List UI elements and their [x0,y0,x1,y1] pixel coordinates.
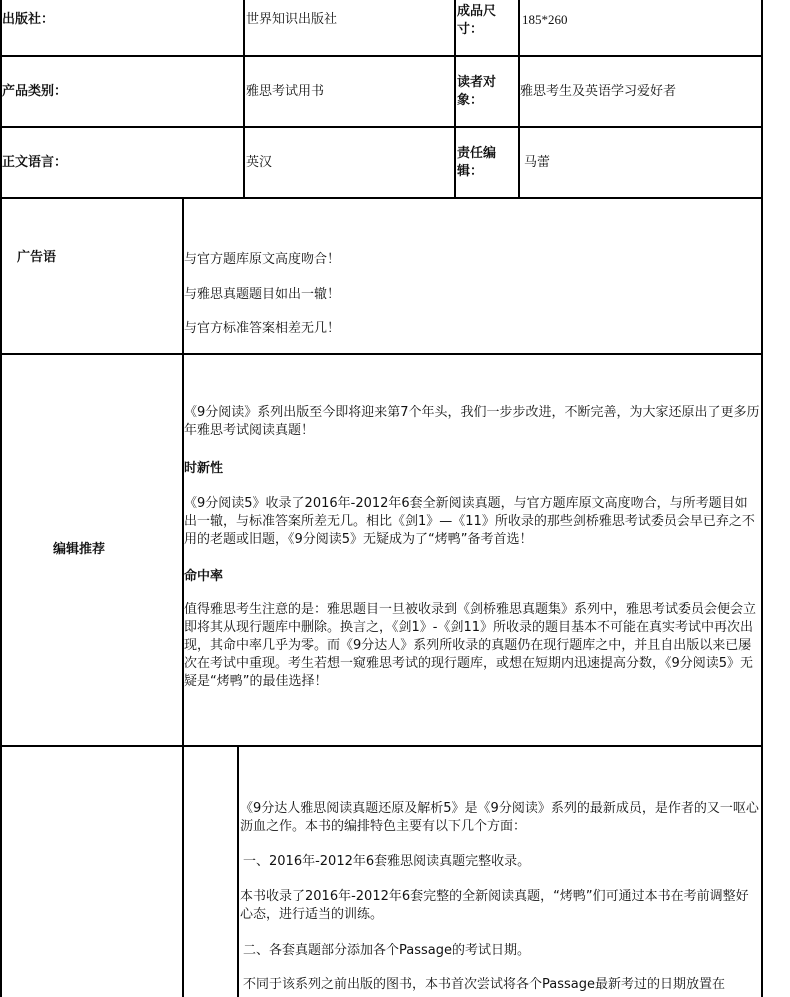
ad-line-2: 与雅思真题题目如出一辙！ [184,287,341,302]
grid-line [454,0,456,198]
grid-line [243,0,245,198]
ad-label: 广告语 [17,250,57,265]
info-label-audience-a: 读者对 [457,75,497,90]
info-label-language: 正文语言： [2,155,68,170]
info-label-editor-a: 责任编 [457,146,497,161]
editor-para-hitrate: 值得雅思考生注意的是：雅思题目一旦被收录到《剑桥雅思真题集》系列中，雅思考试委员会便会立即将其从现行题库中删除。换言之，《剑1》-《剑11》所收录的题目基本不可能在真实考试中再次出现，其命中率几乎为零。而《9分达人》系列所收录的真题仍在现行题库之中，并且自出版以来已屡次在考试中重现。考生若想一窥雅思考试的现行题库，或想在短期内迅速提高分数，《9分阅读5》无疑是“烤鸭”的最佳选择！ [184,602,757,689]
info-label-publisher: 出版社： [2,12,55,27]
grid-line [0,0,2,997]
editor-heading-hitrate: 命中率 [184,569,224,584]
editor-heading-timeliness: 时新性 [184,461,224,476]
grid-line [761,0,763,997]
grid-line [182,198,184,997]
grid-line [0,55,762,57]
grid-line [0,353,762,355]
content-section-1-para: 本书收录了2016年-2012年6套完整的全新阅读真题，“烤鸭”们可通过本书在考前调整好心态，进行适当的训练。 [240,889,749,922]
content-section-2-para: 不同于该系列之前出版的图书，本书首次尝试将各个Passage最新考过的日期放置在 [243,977,725,992]
editor-label: 编辑推荐 [53,542,106,557]
info-label-size-a: 成品尺 [457,4,497,19]
editor-intro: 《9分阅读》系列出版至今即将迎来第7个年头，我们一步步改进，不断完善，为大家还原出了更多历年雅思考试阅读真题！ [184,405,760,438]
info-value-category: 雅思考试用书 [246,84,325,99]
info-value-editor: 马蕾 [524,155,551,170]
info-label-editor-b: 辑： [457,164,484,179]
info-label-audience-b: 象： [457,93,484,108]
info-label-category: 产品类别： [2,84,68,99]
ad-line-1: 与官方题库原文高度吻合！ [184,252,341,267]
info-value-publisher: 世界知识出版社 [246,12,338,27]
grid-line [0,126,762,128]
content-section-1: 一、2016年-2012年6套雅思阅读真题完整收录。 [243,854,531,869]
info-value-language: 英汉 [246,155,273,170]
grid-line [0,745,762,747]
content-section-2: 二、各套真题部分添加各个Passage的考试日期。 [243,943,530,958]
grid-line [0,197,762,199]
info-value-audience: 雅思考生及英语学习爱好者 [520,84,677,99]
ad-line-3: 与官方标准答案相差无几！ [184,321,341,336]
editor-para-timeliness: 《9分阅读5》收录了2016年-2012年6套全新阅读真题，与官方题库原文高度吻合，与所考题目如出一辙，与标准答案所差无几。相比《剑1》—《11》所收录的那些剑桥雅思考试委员会早已弃之不用的老题或旧题，《9分阅读5》无疑成为了“烤鸭”备考首选！ [184,496,755,547]
content-intro: 《9分达人雅思阅读真题还原及解析5》是《9分阅读》系列的最新成员，是作者的又一呕心沥血之作。本书的编排特色主要有以下几个方面： [240,801,759,834]
grid-line [237,746,239,997]
info-value-size: 185*260 [522,12,568,27]
info-label-size-b: 寸： [457,22,484,37]
